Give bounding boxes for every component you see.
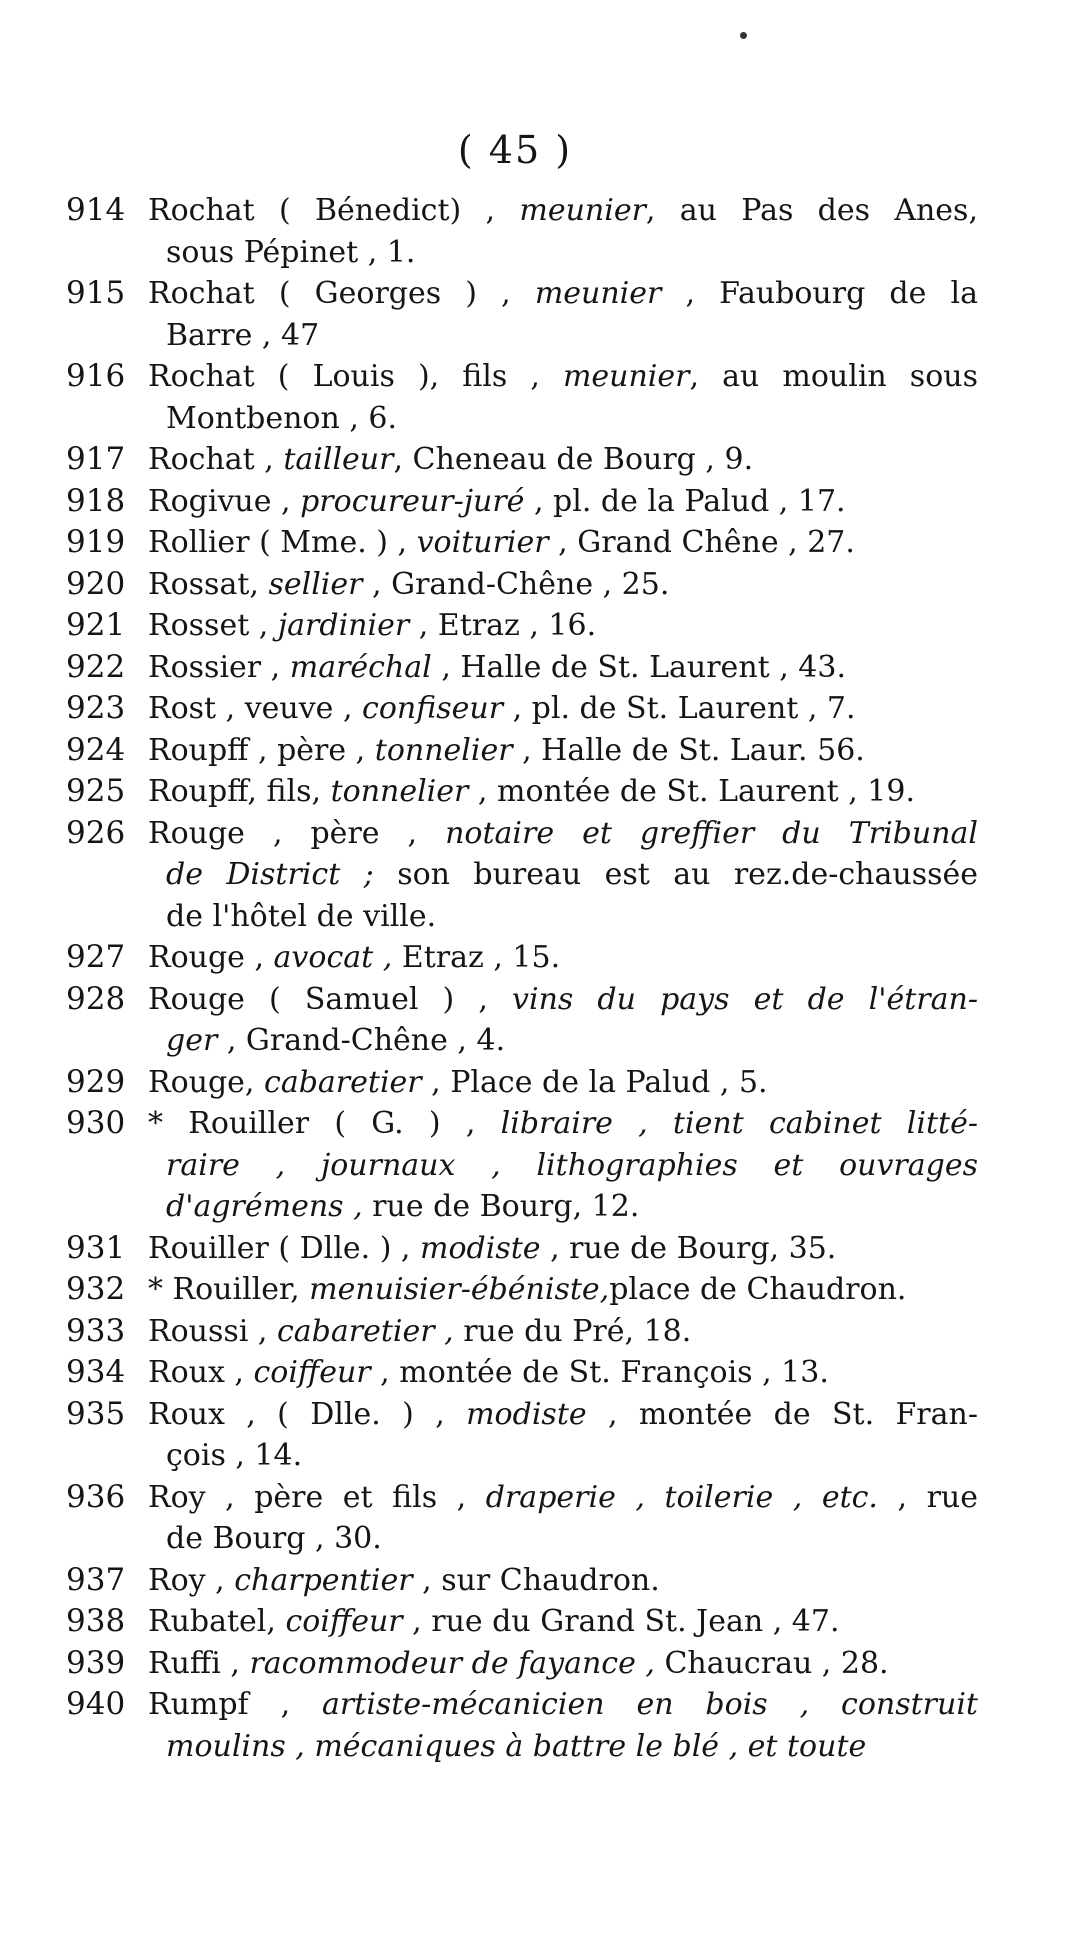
- entry-number: 927: [66, 939, 126, 975]
- entry-line: [66, 979, 978, 1021]
- entry-line: [66, 1269, 978, 1311]
- directory-entry: [66, 937, 978, 979]
- entry-text-italic: tonnelier: [330, 774, 469, 809]
- entry-text: Rubatel,: [148, 1604, 286, 1639]
- entry-number: 921: [66, 607, 126, 643]
- entry-number: 930: [66, 1105, 126, 1141]
- directory-entry: [66, 688, 978, 730]
- entry-number: 939: [66, 1644, 126, 1681]
- entry-number: 926: [66, 814, 126, 851]
- entry-text-italic: de District ;: [166, 857, 374, 892]
- entry-number: 928: [66, 980, 126, 1017]
- entry-number: 925: [66, 773, 126, 809]
- entry-text-italic: coiffeur: [285, 1604, 403, 1639]
- entry-line: [66, 1394, 978, 1436]
- directory-entry: [66, 1062, 978, 1104]
- entry-text-italic: procureur-juré: [300, 483, 525, 519]
- entry-text: Montbenon , 6.: [166, 400, 398, 436]
- entry-text-italic: tonnelier: [374, 732, 513, 768]
- entry-line: [66, 398, 978, 440]
- entry-line: [66, 688, 978, 730]
- entry-text: Rollier ( Mme. ) ,: [148, 525, 417, 560]
- entry-number: 936: [66, 1478, 126, 1515]
- page-number: ( 45 ): [457, 128, 573, 172]
- entry-number: 938: [66, 1603, 126, 1639]
- directory-entry: [66, 979, 978, 1062]
- entry-text: Roy , père et fils ,: [148, 1479, 486, 1515]
- entry-text-italic: meunier: [534, 276, 662, 311]
- directory-entry: [66, 481, 978, 523]
- entry-text: , montée de St. François , 13.: [370, 1355, 829, 1390]
- entry-number: 919: [66, 524, 126, 560]
- directory-entries: [66, 190, 978, 1767]
- entry-number: 933: [66, 1312, 126, 1349]
- directory-entry: [66, 605, 978, 647]
- entry-text: , sur Chaudron.: [412, 1562, 660, 1598]
- entry-text: Roussi ,: [148, 1313, 277, 1349]
- entry-text: Rosset ,: [148, 608, 278, 643]
- entry-text: rue du Pré, 18.: [453, 1313, 692, 1349]
- entry-text: , Grand-Chêne , 4.: [217, 1023, 506, 1058]
- entry-number: 923: [66, 690, 126, 726]
- entry-line: [66, 564, 978, 606]
- entry-number: 914: [66, 192, 126, 228]
- entry-number: 932: [66, 1271, 126, 1307]
- entry-line: [66, 1435, 978, 1477]
- directory-entry: [66, 564, 978, 606]
- entry-text: place de Chaudron.: [609, 1272, 907, 1307]
- entry-number: 937: [66, 1561, 126, 1598]
- entry-number: 935: [66, 1395, 126, 1432]
- entry-text: , montée de St. Fran-: [586, 1396, 978, 1432]
- directory-entry: [66, 730, 978, 772]
- entry-text-italic: libraire , tient cabinet litté-: [500, 1106, 978, 1141]
- entry-number: 920: [66, 565, 126, 602]
- entry-line: [66, 1601, 978, 1643]
- entry-line: [66, 1228, 978, 1270]
- entry-text-italic: sellier: [268, 566, 363, 602]
- entry-line: [66, 896, 978, 938]
- entry-text-italic: modiste: [466, 1396, 587, 1432]
- entry-number: 929: [66, 1063, 126, 1100]
- entry-text: Rost , veuve ,: [148, 691, 363, 726]
- entry-text: Rossat,: [148, 566, 269, 602]
- directory-entry: [66, 1311, 978, 1353]
- entry-text: Ruffi ,: [148, 1645, 250, 1681]
- entry-text: sous Pépinet , 1.: [166, 234, 416, 270]
- directory-entry: [66, 273, 978, 356]
- entry-text: Rouge ,: [148, 940, 274, 975]
- entry-text-italic: vins du pays et de l'étran-: [512, 981, 978, 1017]
- directory-entry: [66, 1477, 978, 1560]
- entry-line: [66, 771, 978, 813]
- entry-line: [66, 1477, 978, 1519]
- entry-text-italic: cabaretier: [264, 1064, 422, 1100]
- entry-line: [66, 1020, 978, 1062]
- entry-line: [66, 647, 978, 689]
- entry-text: Barre , 47: [166, 317, 320, 353]
- entry-text: Roy ,: [148, 1562, 235, 1598]
- entry-line: [66, 937, 978, 979]
- directory-entry: [66, 1103, 978, 1228]
- entry-text: , Grand-Chêne , 25.: [362, 566, 670, 602]
- ink-speck: [740, 32, 747, 39]
- entry-text: Rochat ( Bénedict) ,: [148, 193, 520, 228]
- directory-entry: [66, 1269, 978, 1311]
- directory-entry: [66, 356, 978, 439]
- entry-text: Rogivue ,: [148, 483, 301, 519]
- entry-line: [66, 1726, 978, 1768]
- entry-line: [66, 730, 978, 772]
- entry-text-italic: meunier: [519, 193, 646, 228]
- directory-entry: [66, 771, 978, 813]
- entry-text: Rouge ( Samuel ) ,: [148, 981, 513, 1017]
- entry-text-italic: cabaretier ,: [276, 1313, 454, 1349]
- entry-text-italic: charpentier: [234, 1562, 413, 1598]
- entry-text: rue de Bourg, 12.: [362, 1189, 640, 1224]
- entry-text-italic: racommodeur de fayance ,: [249, 1645, 655, 1681]
- entry-text: Rouiller ( Dlle. ) ,: [148, 1230, 421, 1266]
- entry-text-italic: avocat ,: [273, 940, 393, 975]
- entry-text: Rouge,: [148, 1064, 265, 1100]
- entry-text: , Etraz , 16.: [409, 608, 597, 643]
- entry-text: * Rouiller,: [148, 1272, 310, 1307]
- directory-entry: [66, 1394, 978, 1477]
- entry-text: Rossier ,: [148, 649, 290, 685]
- entry-text: de Bourg , 30.: [166, 1521, 382, 1556]
- entry-number: 915: [66, 275, 126, 311]
- entry-text: Rumpf ,: [148, 1687, 323, 1722]
- entry-text: , au moulin sous: [689, 359, 978, 394]
- entry-line: [66, 439, 978, 481]
- entry-number: 917: [66, 441, 126, 477]
- directory-entry: [66, 190, 978, 273]
- entry-number: 918: [66, 482, 126, 519]
- entry-line: [66, 1103, 978, 1145]
- entry-text: , Halle de St. Laur. 56.: [512, 732, 865, 768]
- directory-entry: [66, 647, 978, 689]
- entry-text: Rouge , père ,: [148, 815, 446, 851]
- entry-number: 940: [66, 1686, 126, 1722]
- entry-text: , Faubourg de la: [661, 276, 978, 311]
- entry-text: , Grand Chêne , 27.: [548, 525, 855, 560]
- entry-text: , Cheneau de Bourg , 9.: [393, 442, 754, 477]
- entry-line: [66, 1145, 978, 1187]
- entry-text-italic: notaire et greffier du Tribunal: [445, 815, 978, 851]
- entry-line: [66, 481, 978, 523]
- entry-text: de l'hôtel de ville.: [166, 898, 437, 934]
- entry-text: , rue de Bourg, 35.: [540, 1230, 837, 1266]
- entry-text-italic: modiste: [420, 1230, 541, 1266]
- entry-text-italic: jardinier: [277, 608, 410, 643]
- entry-number: 934: [66, 1354, 126, 1390]
- directory-entry: [66, 439, 978, 481]
- entry-text: Roupff, fils,: [148, 774, 331, 809]
- entry-text: , au Pas des Anes,: [645, 193, 978, 228]
- entry-number: 916: [66, 358, 126, 394]
- entry-line: [66, 1643, 978, 1685]
- entry-line: [66, 232, 978, 274]
- entry-text-italic: draperie , toilerie , etc.: [485, 1479, 878, 1515]
- entry-text-italic: moulins , mécaniques à battre le blé , et toute: [166, 1728, 867, 1764]
- entry-number: 922: [66, 648, 126, 685]
- directory-entry: [66, 1601, 978, 1643]
- entry-text: , Place de la Palud , 5.: [421, 1064, 768, 1100]
- directory-entry: [66, 1352, 978, 1394]
- entry-text: Roux , ( Dlle. ) ,: [148, 1396, 467, 1432]
- entry-text: Roux ,: [148, 1355, 254, 1390]
- entry-text: son bureau est au rez.de-chaussée: [373, 857, 979, 892]
- entry-text: , montée de St. Laurent , 19.: [468, 774, 916, 809]
- entry-text: , pl. de la Palud , 17.: [524, 483, 846, 519]
- directory-entry: [66, 522, 978, 564]
- entry-text: çois , 14.: [166, 1438, 303, 1473]
- entry-text-italic: confiseur: [362, 691, 504, 726]
- entry-line: [66, 1684, 978, 1726]
- entry-text-italic: raire , journaux , lithographies et ouvrages: [166, 1147, 978, 1183]
- directory-entry: [66, 1643, 978, 1685]
- entry-number: 931: [66, 1229, 126, 1266]
- entry-text: Rochat ( Louis ), fils ,: [148, 359, 563, 394]
- entry-line: [66, 315, 978, 357]
- entry-text: Roupff , père ,: [148, 732, 375, 768]
- entry-text: Etraz , 15.: [392, 940, 561, 975]
- entry-line: [66, 273, 978, 315]
- entry-text-italic: menuisier-ébéniste,: [309, 1272, 610, 1307]
- entry-line: [66, 522, 978, 564]
- entry-text: Rochat ,: [148, 442, 284, 477]
- entry-line: [66, 1186, 978, 1228]
- entry-line: [66, 1560, 978, 1602]
- directory-entry: [66, 1228, 978, 1270]
- entry-text-italic: maréchal: [289, 649, 432, 685]
- entry-line: [66, 1518, 978, 1560]
- entry-line: [66, 1311, 978, 1353]
- entry-text-italic: ger: [166, 1023, 218, 1058]
- entry-text: * Rouiller ( G. ) ,: [148, 1106, 501, 1141]
- entry-text: , pl. de St. Laurent , 7.: [503, 691, 856, 726]
- entry-text: , rue: [877, 1479, 978, 1515]
- entry-text: , rue du Grand St. Jean , 47.: [402, 1604, 840, 1639]
- entry-line: [66, 854, 978, 896]
- entry-text-italic: voiturier: [416, 525, 549, 560]
- entry-text: Rochat ( Georges ) ,: [148, 276, 535, 311]
- entry-text-italic: tailleur: [283, 442, 394, 477]
- entry-text-italic: coiffeur: [253, 1355, 371, 1390]
- entry-number: 924: [66, 731, 126, 768]
- entry-line: [66, 190, 978, 232]
- directory-entry: [66, 1684, 978, 1767]
- entry-text-italic: artiste-mécanicien en bois , construit: [322, 1687, 978, 1722]
- entry-line: [66, 1062, 978, 1104]
- entry-line: [66, 813, 978, 855]
- entry-text: , Halle de St. Laurent , 43.: [431, 649, 847, 685]
- entry-text-italic: meunier: [562, 359, 690, 394]
- directory-entry: [66, 1560, 978, 1602]
- entry-text: Chaucrau , 28.: [654, 1645, 889, 1681]
- entry-line: [66, 1352, 978, 1394]
- entry-line: [66, 605, 978, 647]
- directory-entry: [66, 813, 978, 938]
- entry-line: [66, 356, 978, 398]
- entry-text-italic: d'agrémens ,: [166, 1189, 363, 1224]
